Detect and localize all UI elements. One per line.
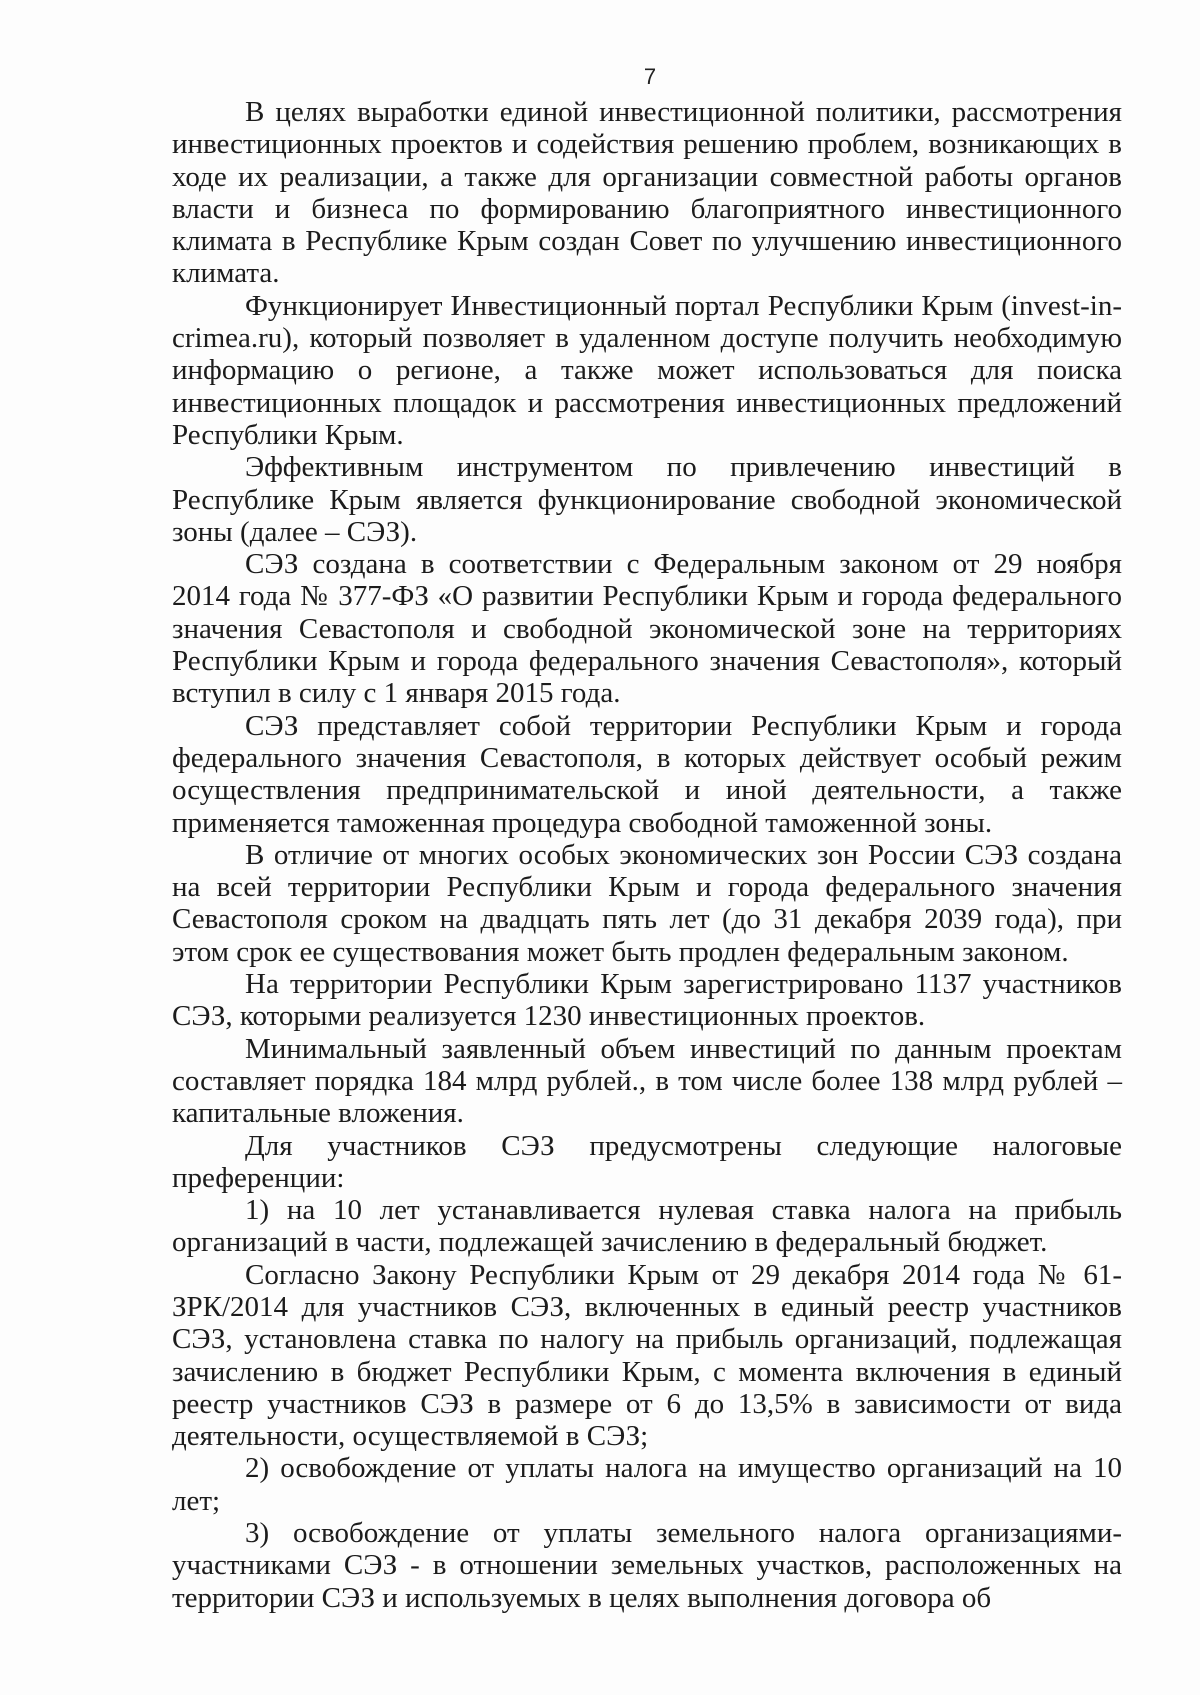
paragraph-sez-term: В отличие от многих особых экономических зон России СЭЗ создана на всей территории Республики Крым и города федерального значения Севастополя сроком на двадцать пять лет (до 31 декабря 2039 года), при этом срок ее существования может быть продлен федеральным законом. bbox=[172, 838, 1122, 968]
paragraph-sez-instrument: Эффективным инструментом по привлечению инвестиций в Республике Крым является функционирование свободной экономической зоны (далее – СЭЗ). bbox=[172, 451, 1122, 548]
paragraph-property-tax: 2) освобождение от уплаты налога на имущество организаций на 10 лет; bbox=[172, 1452, 1122, 1517]
paragraph-sez-territory: СЭЗ представляет собой территории Республики Крым и города федерального значения Севастополя, в которых действует особый режим осуществления предпринимательской и иной деятельности, а также применяется таможенная процедура свободной таможенной зоны. bbox=[172, 709, 1122, 839]
page-number: 7 bbox=[643, 64, 657, 89]
paragraph-tax-preferences: Для участников СЭЗ предусмотрены следующие налоговые преференции: bbox=[172, 1129, 1122, 1194]
paragraph-sez-law: СЭЗ создана в соответствии с Федеральным законом от 29 ноября 2014 года № 377-ФЗ «О развитии Республики Крым и города федерального значения Севастополя и свободной экономической зоне на территориях Республики Крым и города федерального значения Севастополя», который вступил в силу с 1 января 2015 года. bbox=[172, 548, 1122, 710]
paragraph-land-tax: 3) освобождение от уплаты земельного налога организациями-участниками СЭЗ - в отношении земельных участков, расположенных на территории СЭЗ и используемых в целях выполнения договора об bbox=[172, 1517, 1122, 1614]
paragraph-sez-participants: На территории Республики Крым зарегистрировано 1137 участников СЭЗ, которыми реализуется 1230 инвестиционных проектов. bbox=[172, 968, 1122, 1033]
paragraph-investment-council: В целях выработки единой инвестиционной политики, рассмотрения инвестиционных проектов и содействия решению проблем, возникающих в ходе их реализации, а также для организации совместной работы органов власти и бизнеса по формированию благоприятного инвестиционного климата в Республике Крым создан Совет по улучшению инвестиционного климата. bbox=[172, 96, 1122, 290]
paragraph-investment-volume: Минимальный заявленный объем инвестиций по данным проектам составляет порядка 184 млрд рублей., в том числе более 138 млрд рублей – капитальные вложения. bbox=[172, 1032, 1122, 1130]
document-body bbox=[172, 96, 1122, 1614]
paragraph-investment-portal: Функционирует Инвестиционный портал Республики Крым (invest-in-crimea.ru), который позволяет в удаленном доступе получить необходимую информацию о регионе, а также может использоваться для поиска инвестиционных площадок и рассмотрения инвестиционных предложений Республики Крым. bbox=[172, 289, 1122, 451]
paragraph-profit-tax-zero: 1) на 10 лет устанавливается нулевая ставка налога на прибыль организаций в части, подлежащей зачислению в федеральный бюджет. bbox=[172, 1194, 1122, 1259]
paragraph-regional-law: Согласно Закону Республики Крым от 29 декабря 2014 года № 61-ЗРК/2014 для участников СЭЗ, включенных в единый реестр участников СЭЗ, установлена ставка по налогу на прибыль организаций, подлежащая зачислению в бюджет Республики Крым, с момента включения в единый реестр участников СЭЗ в размере от 6 до 13,5% в зависимости от вида деятельности, осуществляемой в СЭЗ; bbox=[172, 1258, 1122, 1453]
